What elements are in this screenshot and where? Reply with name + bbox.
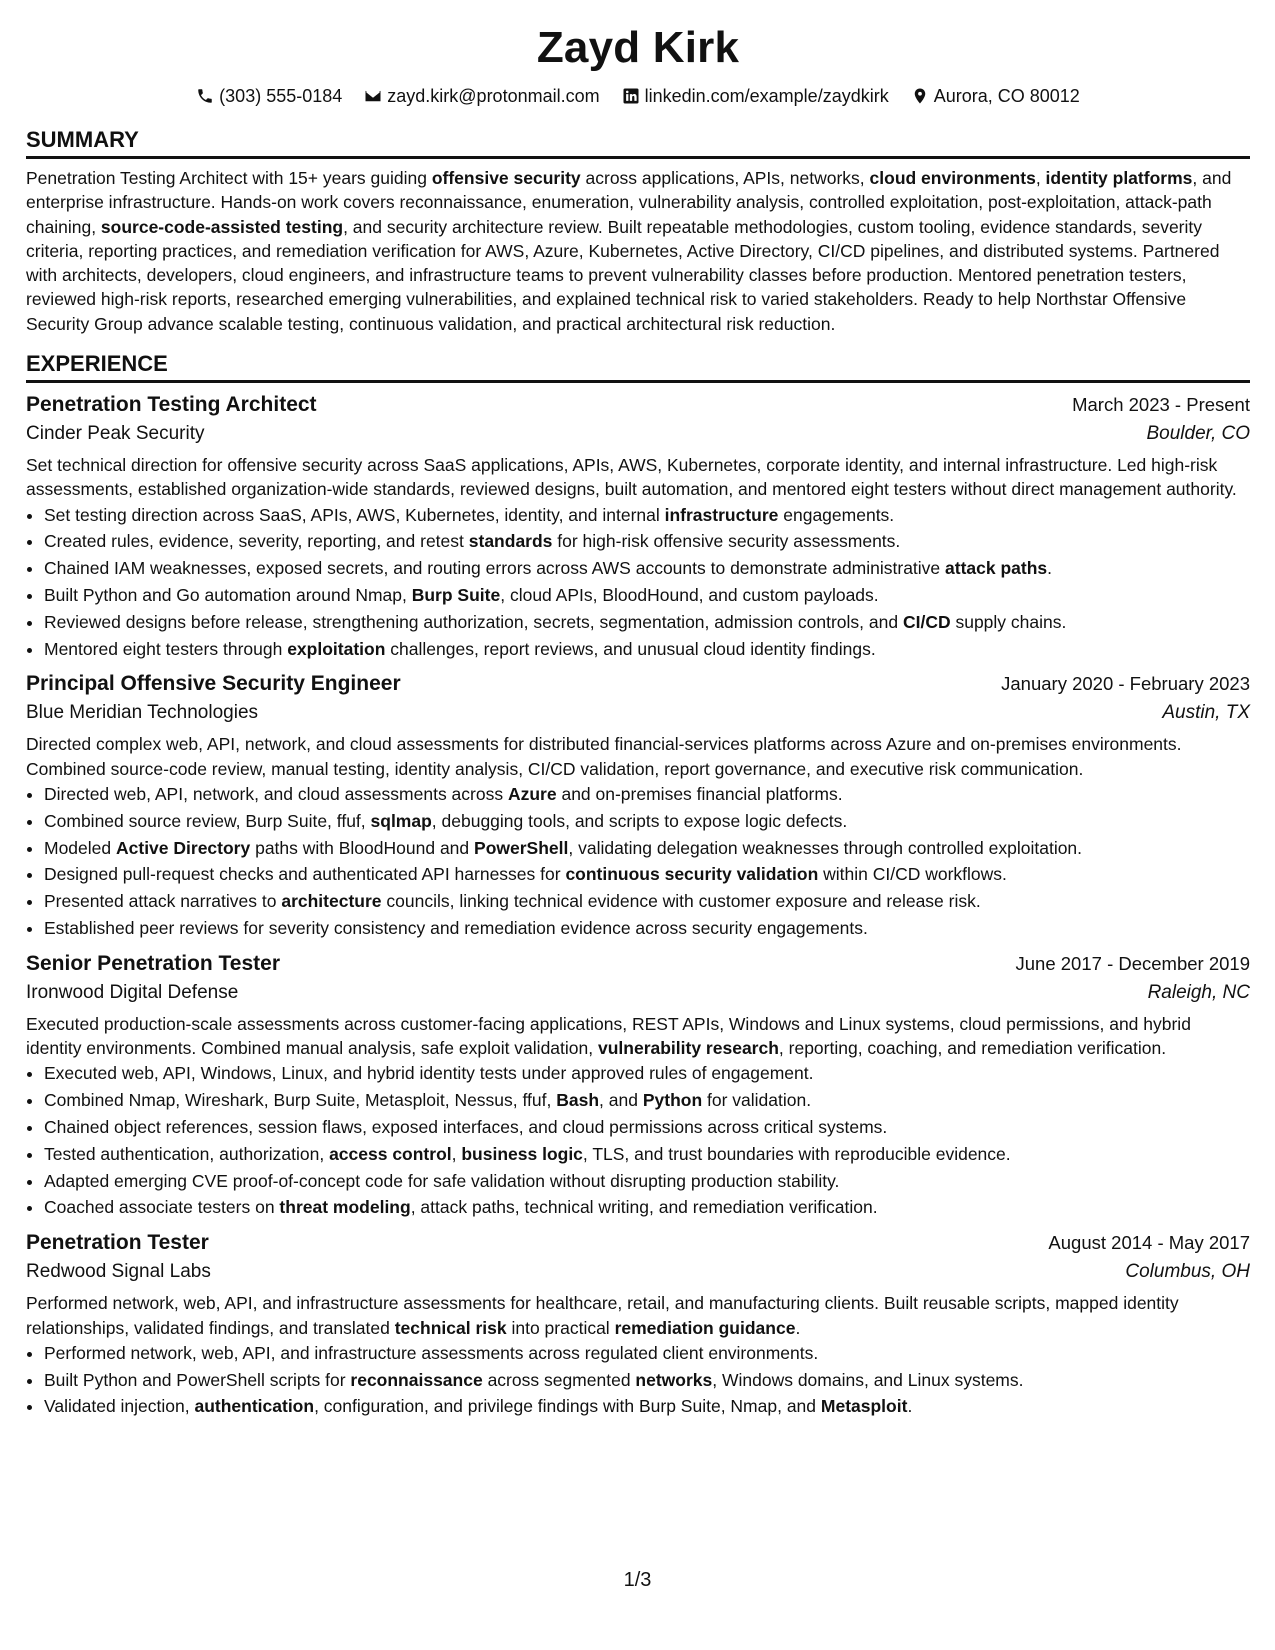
job-dates: January 2020 - February 2023 — [1001, 673, 1250, 695]
bullet-item: • Tested authentication, authorization, access control, business logic, TLS, and trust boundaries with reproducible evidence. — [44, 1141, 1250, 1168]
summary-heading: SUMMARY — [26, 126, 1250, 159]
map-pin-icon — [911, 87, 929, 105]
experience-list — [26, 391, 1250, 1420]
contact-phone — [196, 84, 342, 108]
bullet-item: • Set testing direction across SaaS, APIs, AWS, Kubernetes, identity, and internal infrastructure engagements. — [44, 502, 1250, 529]
job-bullets — [26, 1060, 1250, 1221]
resume-page — [26, 22, 1250, 1591]
bullet-item: • Presented attack narratives to architecture councils, linking technical evidence with customer exposure and release risk. — [44, 888, 1250, 915]
job-entry — [26, 1229, 1250, 1420]
bullet-item: • Directed web, API, network, and cloud assessments across Azure and on-premises financial platforms. — [44, 781, 1250, 808]
page-number: 1/3 — [623, 1569, 652, 1591]
job-subheader — [26, 419, 1250, 449]
job-dates: June 2017 - December 2019 — [1015, 952, 1250, 974]
job-subheader — [26, 978, 1250, 1008]
job-company: Cinder Peak Security — [26, 423, 205, 445]
job-location: Austin, TX — [1162, 702, 1250, 724]
envelope-icon — [364, 87, 382, 105]
linkedin-icon — [622, 87, 640, 105]
job-description: Set technical direction for offensive security across SaaS applications, APIs, AWS, Kubernetes, corporate identity, and internal infrastructure. Led high-risk assessments, established organization-wide standards, reviewed designs, built automation, and mentored eight testers without direct management authority. — [26, 455, 1237, 500]
bullet-item: • Designed pull-request checks and authenticated API harnesses for continuous security validation within CI/CD workflows. — [44, 861, 1250, 888]
bullet-item: • Validated injection, authentication, configuration, and privilege findings with Burp Suite, Nmap, and Metasploit. — [44, 1393, 1250, 1420]
job-header — [26, 1229, 1250, 1257]
job-entry — [26, 670, 1250, 941]
bullet-item: • Combined Nmap, Wireshark, Burp Suite, Metasploit, Nessus, ffuf, Bash, and Python for validation. — [44, 1087, 1250, 1114]
contact-email[interactable] — [364, 84, 599, 108]
bullet-item: • Established peer reviews for severity consistency and remediation evidence across security engagements. — [44, 915, 1250, 942]
job-location: Boulder, CO — [1146, 423, 1250, 445]
job-title: Penetration Testing Architect — [26, 393, 317, 417]
job-location: Raleigh, NC — [1147, 981, 1250, 1003]
job-entry — [26, 391, 1250, 662]
location-text: Aurora, CO 80012 — [933, 86, 1080, 106]
job-bullets — [26, 502, 1250, 663]
bullet-item: • Created rules, evidence, severity, reporting, and retest standards for high-risk offensive security assessments. — [44, 528, 1250, 555]
job-bullets — [26, 1340, 1250, 1420]
experience-heading: EXPERIENCE — [26, 350, 1250, 383]
job-company: Ironwood Digital Defense — [26, 981, 239, 1003]
phone-icon — [196, 87, 214, 105]
job-title: Senior Penetration Tester — [26, 951, 281, 975]
linkedin-text[interactable]: linkedin.com/example/zaydkirk — [644, 86, 889, 106]
bullet-item: • Performed network, web, API, and infrastructure assessments across regulated client environments. — [44, 1340, 1250, 1367]
job-description: Performed network, web, API, and infrastructure assessments for healthcare, retail, and manufacturing clients. Built reusable scripts, mapped identity relationships, validated findings, and translated technical risk into practical remediation guidance. — [26, 1293, 1179, 1338]
summary-text: Penetration Testing Architect with 15+ years guiding offensive security across applications, APIs, networks, cloud environments, identity platforms, and enterprise infrastructure. Hands-on work covers reconnaissance, enumeration, vulnerability analysis, controlled exploitation, post-exploitation, attack-path chaining, source-code-assisted testing, and security architecture review. Built repeatable methodologies, custom tooling, evidence standards, severity criteria, reporting practices, and remediation verification for AWS, Azure, Kubernetes, Active Directory, CI/CD pipelines, and distributed systems. Partnered with architects, developers, cloud engineers, and infrastructure teams to prevent vulnerability classes before production. Mentored penetration testers, reviewed high-risk reports, researched emerging vulnerabilities, and explained technical risk to varied stakeholders. Ready to help Northstar Offensive Security Group advance scalable testing, continuous validation, and practical architectural risk reduction. — [26, 168, 1232, 334]
job-description: Directed complex web, API, network, and cloud assessments for distributed financial-services platforms across Azure and on-premises environments. Combined source-code review, manual testing, identity analysis, CI/CD validation, report governance, and executive risk communication. — [26, 734, 1182, 779]
bullet-item: • Executed web, API, Windows, Linux, and hybrid identity tests under approved rules of engagement. — [44, 1060, 1250, 1087]
job-dates: August 2014 - May 2017 — [1048, 1232, 1250, 1254]
job-header — [26, 950, 1250, 978]
bullet-item: • Adapted emerging CVE proof-of-concept code for safe validation without disrupting production stability. — [44, 1168, 1250, 1195]
bullet-item: • Reviewed designs before release, strengthening authorization, secrets, segmentation, admission controls, and CI/CD supply chains. — [44, 609, 1250, 636]
job-title: Principal Offensive Security Engineer — [26, 672, 401, 696]
bullet-item: • Built Python and PowerShell scripts for reconnaissance across segmented networks, Windows domains, and Linux systems. — [44, 1367, 1250, 1394]
bullet-item: • Mentored eight testers through exploitation challenges, report reviews, and unusual cloud identity findings. — [44, 636, 1250, 663]
contact-linkedin[interactable] — [622, 84, 889, 108]
job-title: Penetration Tester — [26, 1231, 209, 1255]
job-description: Executed production-scale assessments across customer-facing applications, REST APIs, Windows and Linux systems, cloud permissions, and hybrid identity environments. Combined manual analysis, safe exploit validation, vulnerability research, reporting, coaching, and remediation verification. — [26, 1013, 1191, 1059]
job-company: Blue Meridian Technologies — [26, 702, 259, 724]
phone-text: (303) 555-0184 — [219, 86, 343, 106]
email-text[interactable]: zayd.kirk@protonmail.com — [387, 86, 600, 106]
job-company: Redwood Signal Labs — [26, 1261, 211, 1283]
job-bullets — [26, 781, 1250, 942]
bullet-item: • Combined source review, Burp Suite, ffuf, sqlmap, debugging tools, and scripts to expose logic defects. — [44, 808, 1250, 835]
bullet-item: • Chained object references, session flaws, exposed interfaces, and cloud permissions across critical systems. — [44, 1114, 1250, 1141]
bullet-item: • Modeled Active Directory paths with BloodHound and PowerShell, validating delegation weaknesses through controlled exploitation. — [44, 835, 1250, 862]
job-subheader — [26, 698, 1250, 728]
contact-bar — [26, 84, 1250, 108]
bullet-item: • Chained IAM weaknesses, exposed secrets, and routing errors across AWS accounts to demonstrate administrative attack paths. — [44, 555, 1250, 582]
job-header — [26, 670, 1250, 698]
job-dates: March 2023 - Present — [1072, 394, 1250, 416]
bullet-item: • Built Python and Go automation around Nmap, Burp Suite, cloud APIs, BloodHound, and custom payloads. — [44, 582, 1250, 609]
job-header — [26, 391, 1250, 419]
job-entry — [26, 950, 1250, 1221]
job-subheader — [26, 1257, 1250, 1287]
job-location: Columbus, OH — [1125, 1261, 1250, 1283]
candidate-name: Zayd Kirk — [536, 23, 740, 72]
bullet-item: • Coached associate testers on threat modeling, attack paths, technical writing, and remediation verification. — [44, 1194, 1250, 1221]
contact-location — [911, 84, 1080, 108]
